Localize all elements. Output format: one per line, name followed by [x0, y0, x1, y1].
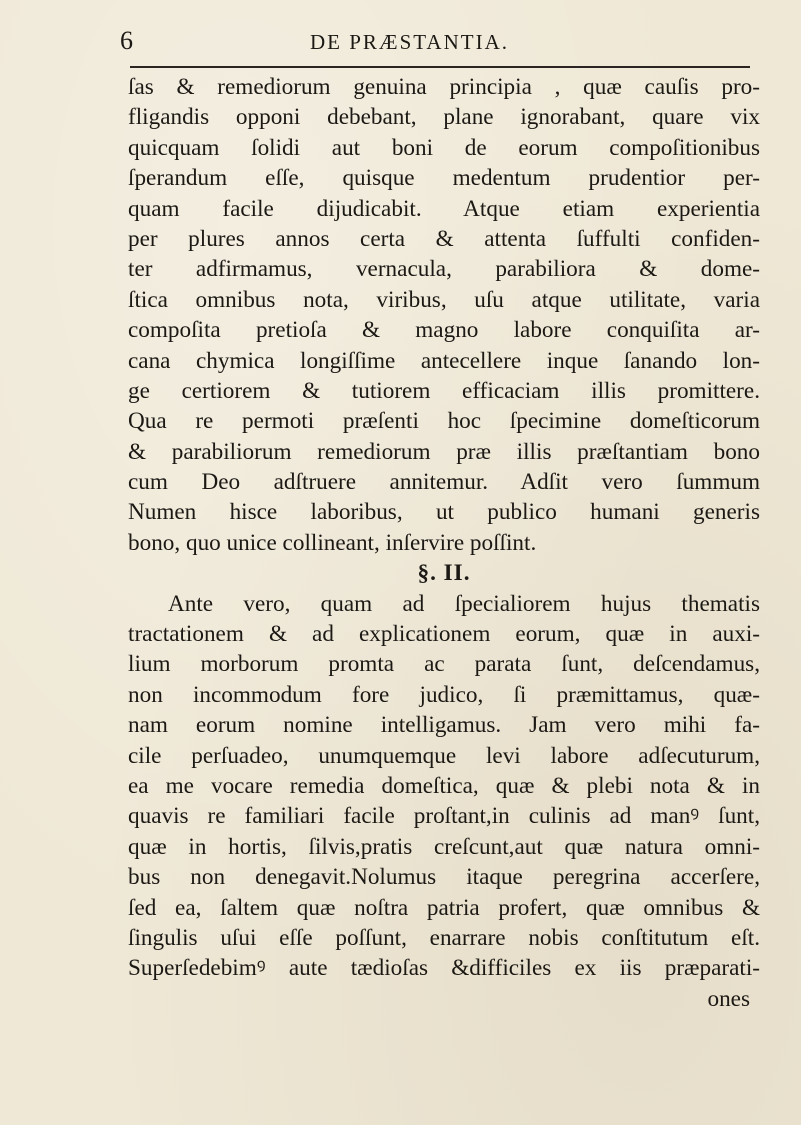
header-rule [130, 66, 750, 68]
text-line: quicquam ſolidi aut boni de eorum compoſitionibus [128, 134, 760, 161]
text-line: Ante vero, quam ad ſpecialiorem hujus thematis [168, 590, 760, 617]
text-line: Superſedebimꝰ aute tædioſas &difficiles ex iis præparati- [128, 955, 760, 982]
text-line: quam facile dijudicabit. Atque etiam experientia [128, 195, 760, 222]
text-line: bus non denegavit.Nolumus itaque peregrina accerſere, [128, 864, 760, 891]
text-line: Numen hisce laboribus, ut publico humani generis [128, 499, 760, 526]
body-text [128, 72, 760, 1014]
text-line: quavis re familiari facile proſtant,in culinis ad manꝰ ſunt, [128, 803, 760, 830]
text-line: ſtica omnibus nota, viribus, uſu atque utilitate, varia [128, 286, 760, 313]
text-line: cile perſuadeo, unumquemque levi labore adſecuturum, [128, 742, 760, 769]
page-number: 6 [120, 26, 133, 55]
text-line: bono, quo unice collineant, inſervire poſſint. [128, 529, 537, 556]
text-line: cana chymica longiſſime antecellere inque ſanando lon- [128, 347, 760, 374]
text-line: quæ in hortis, ſilvis,pratis creſcunt,aut quæ natura omni- [128, 833, 760, 860]
text-line: ſas & remediorum genuina principia , quæ cauſis pro- [128, 74, 760, 100]
text-line: Qua re permoti præſenti hoc ſpecimine domeſticorum [128, 408, 760, 435]
text-line: ter adfirmamus, vernacula, parabiliora & dome- [128, 256, 760, 283]
text-line: ſingulis uſui eſſe poſſunt, enarrare nobis conſtitutum eſt. [128, 924, 760, 951]
section-heading: §. II. [417, 560, 471, 587]
text-line: ſperandum eſſe, quisque medentum prudentior per- [128, 165, 760, 192]
text-line: lium morborum promta ac parata ſunt, deſcendamus, [128, 651, 760, 678]
text-line: fligandis opponi debebant, plane ignorabant, quare vix [128, 104, 760, 131]
text-line: compoſita pretioſa & magno labore conquiſita ar- [128, 317, 760, 344]
text-line: & parabiliorum remediorum præ illis præſtantiam bono [128, 438, 760, 465]
text-line: cum Deo adſtruere annitemur. Adſit vero ſummum [128, 469, 760, 496]
text-line: ea me vocare remedia domeſtica, quæ & plebi nota & in [128, 772, 760, 799]
text-line: ſed ea, ſaltem quæ noſtra patria profert, quæ omnibus & [128, 894, 760, 921]
text-line: nam eorum nomine intelligamus. Jam vero mihi fa- [128, 712, 760, 739]
catchword: ones [707, 985, 750, 1012]
running-title: DE PRÆSTANTIA. [310, 30, 509, 54]
running-head [120, 20, 720, 60]
text-line: per plures annos certa & attenta ſuffulti confiden- [128, 225, 760, 252]
text-line: non incommodum fore judico, ſi præmittamus, quæ- [128, 681, 760, 708]
text-line: tractationem & ad explicationem eorum, quæ in auxi- [128, 621, 760, 648]
text-line: ge certiorem & tutiorem efficaciam illis promittere. [128, 377, 760, 404]
